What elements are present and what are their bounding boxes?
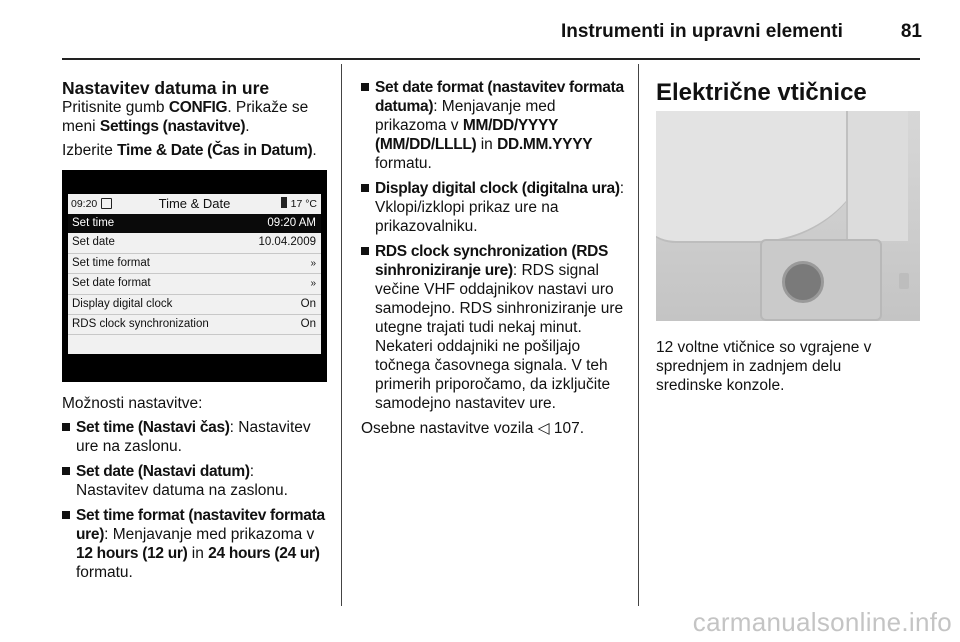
thermometer-icon (281, 197, 287, 208)
row-label: Set date format (72, 277, 151, 290)
temperature-value: 17 °C (290, 198, 317, 210)
item-text: : Menjavanje med prikazoma v (104, 526, 315, 543)
cross-reference (361, 419, 627, 438)
text-run: Pritisnite gumb (62, 99, 169, 116)
page-header (0, 12, 922, 52)
photo-caption-block (656, 338, 886, 400)
text-run: Izberite (62, 142, 118, 159)
watermark: carmanualsonline.info (692, 607, 952, 637)
item-term: DD.MM.YYYY (497, 136, 593, 153)
row-label: RDS clock synchronization (72, 317, 209, 330)
time-date-term: Time & Date (Čas in Datum) (117, 142, 313, 159)
header-rule (62, 58, 920, 60)
page-reference: 107. (549, 420, 585, 437)
list-item (361, 242, 627, 413)
menu-row-set-date[interactable] (68, 233, 321, 253)
row-label: Set time format (72, 256, 150, 269)
text-run: . Prikaže se meni (62, 99, 309, 135)
intro-paragraph-2 (62, 141, 330, 160)
row-label: Set time (72, 217, 115, 229)
item-term: Set time format (nastavitev formata ure) (76, 507, 325, 543)
item-text: : RDS signal večine VHF oddajnikov nastavi uro samodejno. RDS sinhroniziranje ure utegne trajati tudi nekaj minut. Nekateri oddajniki ne pošiljajo točnega časovnega signala. V teh primerih priporočamo, da izključite samodejno nastavitev ure. (375, 262, 624, 412)
menu-row-display-digital-clock[interactable] (68, 295, 321, 315)
list-item (361, 78, 627, 173)
list-item (62, 462, 330, 500)
power-socket-icon (782, 261, 824, 303)
item-text: : Vklopi/izklopi prikaz ure na prikazovalniku. (375, 180, 625, 235)
column-divider-1 (341, 64, 342, 606)
item-term: MM/DD/YYYY (MM/DD/LLLL) (375, 117, 558, 153)
item-term: Set date format (nastavitev formata datuma) (375, 79, 624, 115)
row-value: 10.04.2009 (258, 236, 316, 249)
right-column (656, 78, 920, 107)
chevron-right-icon: » (310, 257, 316, 269)
menu-row-set-time-format[interactable] (68, 254, 321, 274)
row-value: On (300, 317, 316, 330)
list-item (62, 506, 330, 582)
item-text: : Menjavanje med prikazoma v (375, 98, 556, 134)
header-title: Instrumenti in upravni elementi (560, 21, 843, 42)
left-column-lower (62, 394, 330, 588)
section-heading: Nastavitev datuma in ure (62, 78, 270, 98)
text-run: Osebne nastavitve vozila (361, 420, 538, 437)
text-run: . (312, 142, 317, 159)
item-text: in (187, 545, 209, 562)
column-divider-2 (638, 64, 639, 606)
item-text: formatu. (375, 155, 432, 172)
display-screen (68, 194, 321, 354)
row-label: Set date (72, 236, 115, 249)
item-term: Set date (Nastavi datum) (76, 463, 250, 480)
item-text: formatu. (76, 564, 133, 581)
row-value: On (300, 297, 316, 310)
item-term: 24 hours (24 ur) (208, 545, 320, 562)
menu-row-rds-clock-sync[interactable] (68, 315, 321, 335)
display-time: 09:20 (71, 198, 98, 210)
settings-term: Settings (nastavitve) (99, 118, 246, 135)
photo-caption: 12 voltne vtičnice so vgrajene v sprednjem in zadnjem delu sredinske konzole. (656, 339, 872, 394)
display-title: Time & Date (158, 196, 231, 211)
middle-column (361, 78, 627, 443)
chevron-right-icon: » (310, 278, 316, 290)
reference-arrow-icon: ◁ (537, 420, 550, 437)
item-term: Display digital clock (digitalna ura) (375, 180, 620, 197)
socket-tab (899, 273, 909, 289)
menu-row-set-date-format[interactable] (68, 274, 321, 294)
display-top-bar (68, 194, 321, 214)
menu-row-set-time[interactable] (68, 214, 321, 233)
item-text: : Nastavitev ure na zaslonu. (76, 419, 311, 455)
page-number: 81 (900, 21, 922, 42)
section-heading-sockets: Električne vtičnice (656, 79, 867, 106)
row-label: Display digital clock (72, 297, 173, 310)
options-list-continued (361, 78, 627, 413)
item-text: : Nastavitev datuma na zaslonu. (76, 463, 288, 499)
item-term: RDS clock synchronization (RDS sinhroniziranje ure) (375, 243, 609, 279)
left-column (62, 78, 330, 165)
console-panel (846, 111, 908, 241)
options-label: Možnosti nastavitve: (62, 395, 203, 412)
display-temperature (281, 194, 317, 214)
intro-paragraph-1 (62, 98, 330, 136)
config-term: CONFIG (168, 99, 228, 116)
power-socket-photo (656, 111, 920, 321)
list-item (361, 179, 627, 236)
display-figure (62, 170, 327, 382)
row-value: 09:20 AM (267, 217, 316, 229)
options-list (62, 418, 330, 582)
list-item (62, 418, 330, 456)
text-run: . (245, 118, 250, 135)
item-term: 12 hours (12 ur) (76, 545, 188, 562)
item-term: Set time (Nastavi čas) (76, 419, 230, 436)
item-text: in (476, 136, 498, 153)
console-surface (656, 111, 876, 243)
